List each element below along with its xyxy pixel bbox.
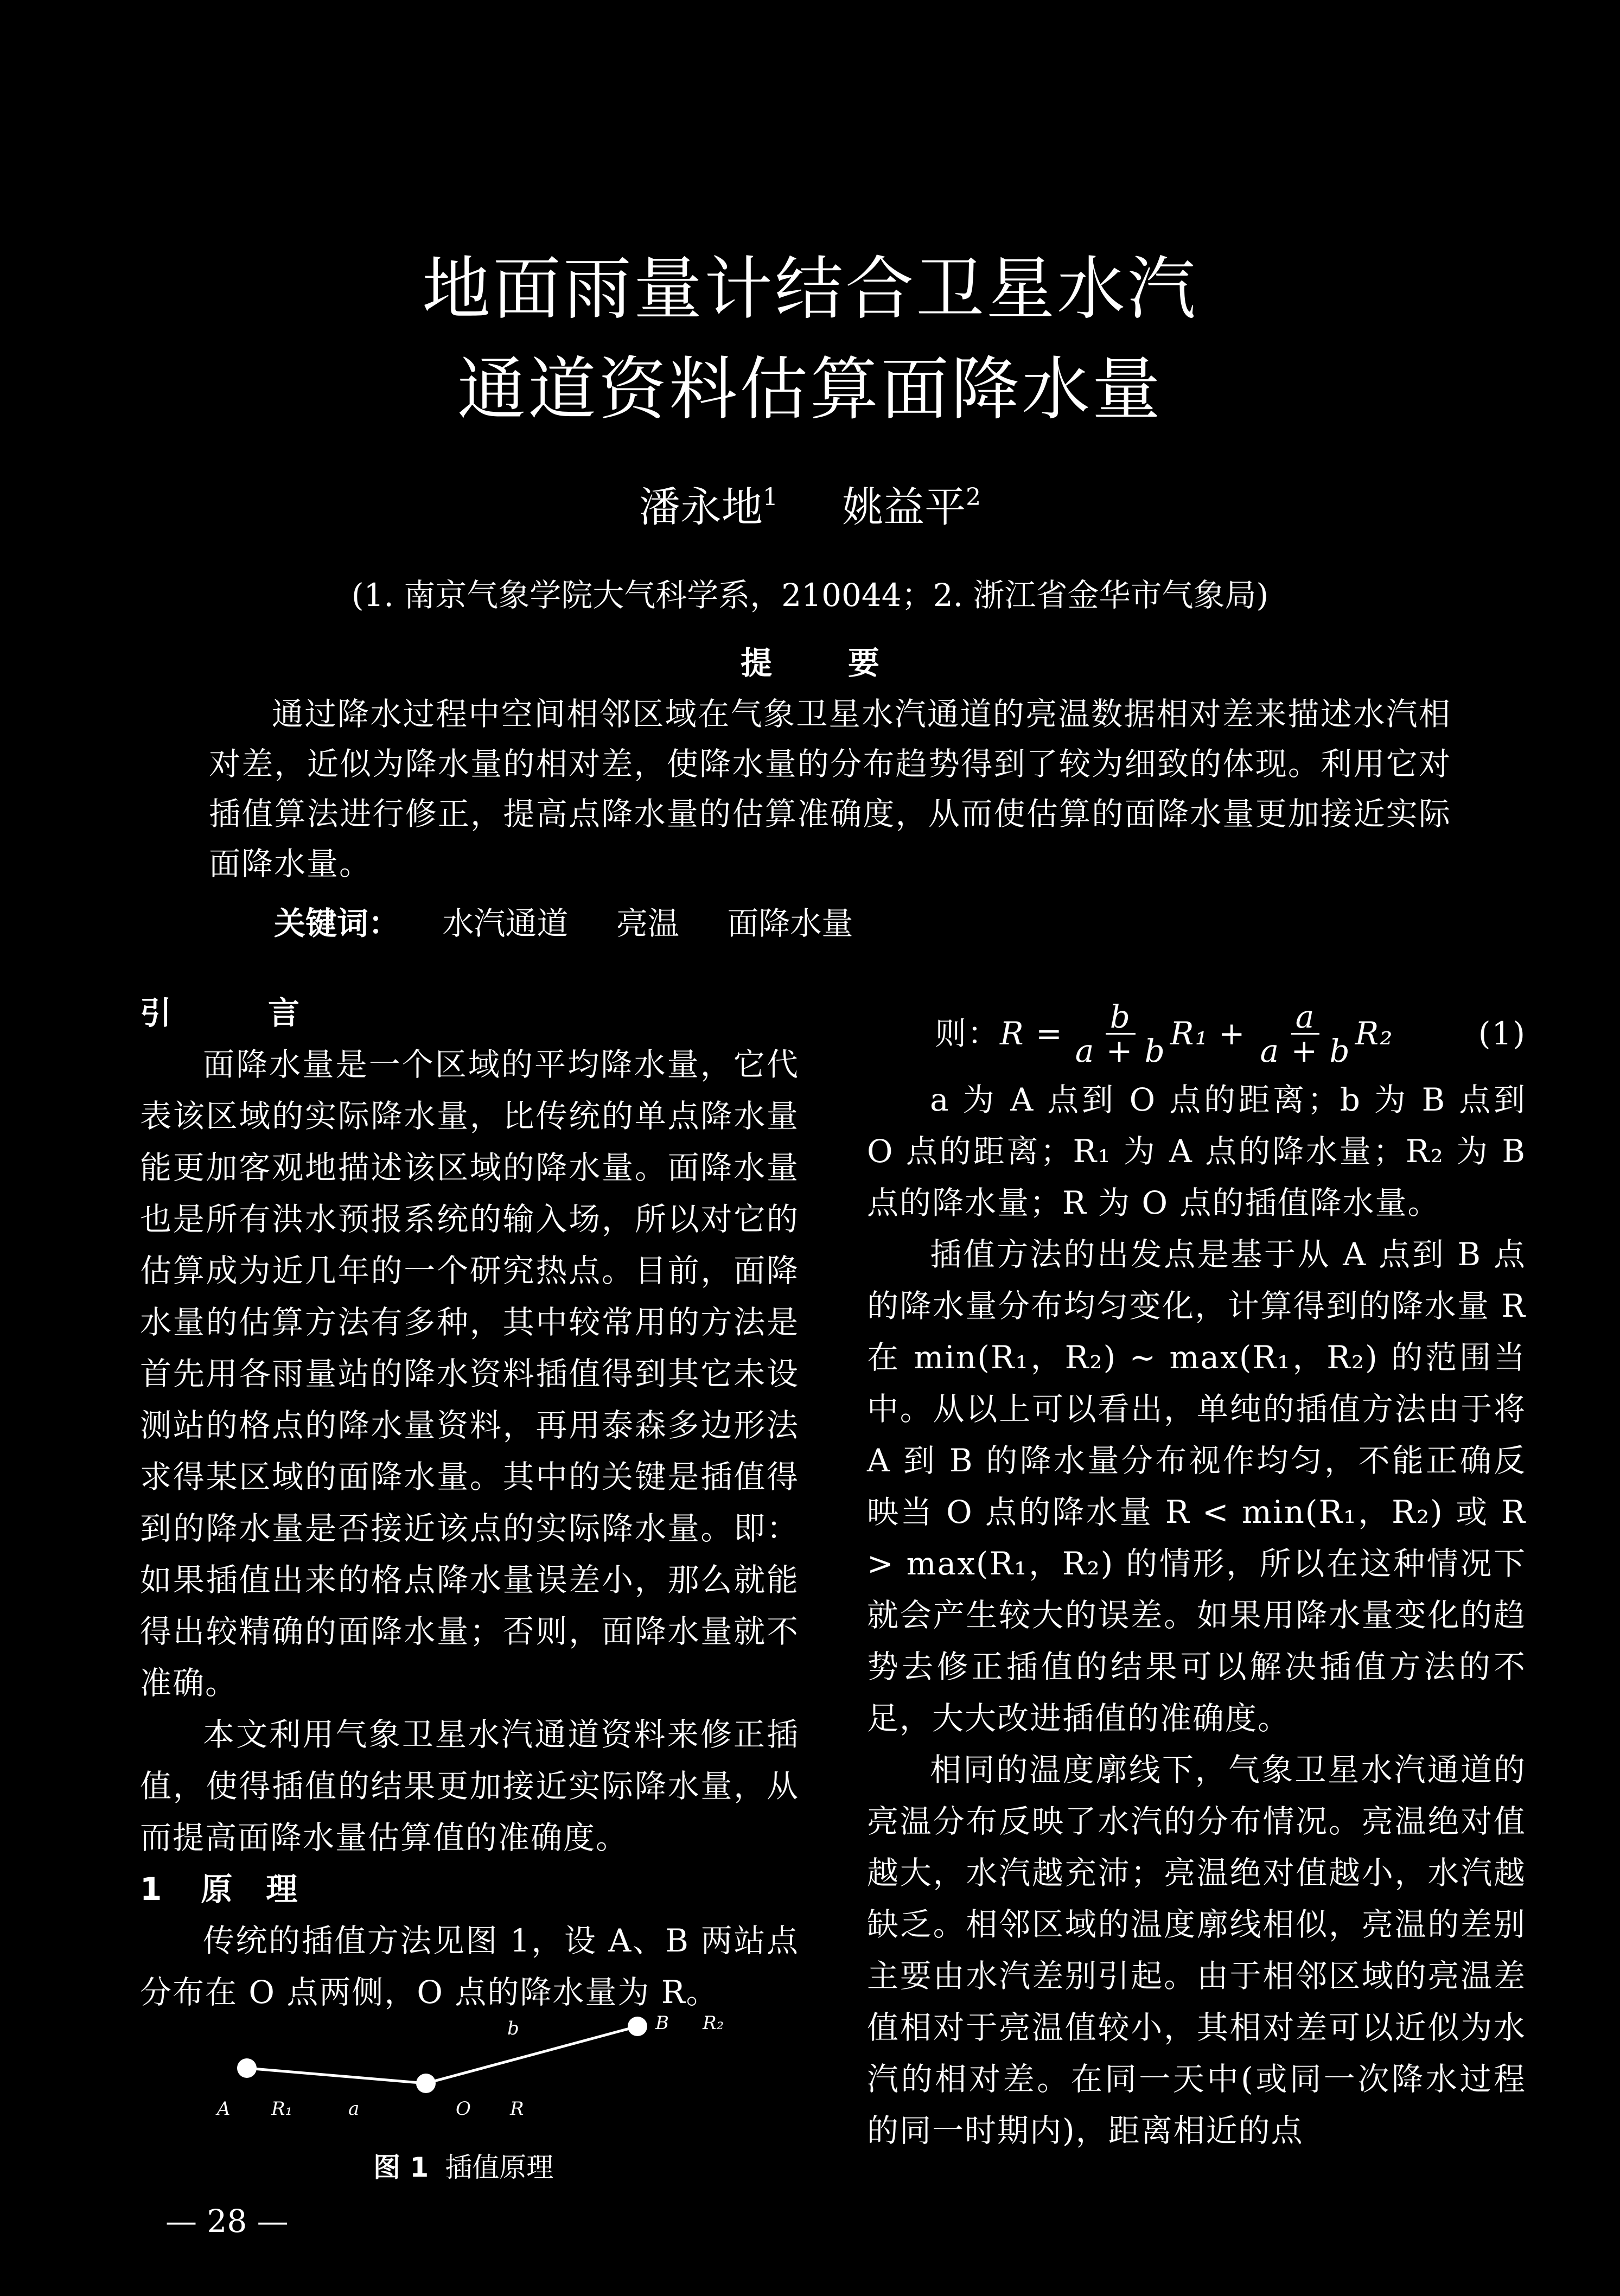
keywords-label: 关键词： [274,905,400,942]
figure-caption-label: 图 1 [373,2152,429,2183]
right-paragraph-1: a 为 A 点到 O 点的距离；b 为 B 点到 O 点的距离；R₁ 为 A 点的降水量；R₂ 为 B 点的降水量；R 为 O 点的插值降水量。 [867,1081,1526,1221]
section-1-heading [140,1864,799,1915]
segment-a [247,2068,426,2083]
title-line-2: 通道资料估算面降水量 [457,349,1163,429]
author-1: 潘永地 [639,483,763,531]
authors [0,477,1620,537]
title-line-1: 地面雨量计结合卫星水汽 [422,249,1198,329]
point-o-marker [416,2074,436,2093]
fraction-2-denominator: a + b [1260,1032,1351,1069]
label-a: a [348,2098,360,2120]
fraction-2 [1260,1000,1350,1067]
intro-paragraph-2: 本文利用气象卫星水汽通道资料来修正插值，使得插值的结果更加接近实际降水量，从而提高面降水量估算值的准确度。 [140,1716,799,1856]
fraction-1 [1075,1000,1166,1067]
section-1-number: 1 [140,1871,163,1908]
label-A: A [217,2098,231,2120]
intro-heading: 引 言 [140,994,333,1031]
section-1-title: 原 理 [201,1871,299,1908]
keyword: 面降水量 [727,905,853,942]
author-2-affil: 2 [966,483,981,511]
page-number: — 28 — [165,2203,289,2240]
abstract [209,689,1451,889]
formula-lead: 则： [935,1015,1000,1052]
label-R: R [510,2098,524,2120]
label-R1: R₁ [271,2098,293,2120]
figure-1-diagram [206,2007,749,2148]
paper-title [0,239,1620,439]
label-B: B [655,2012,669,2034]
label-b: b [507,2018,519,2039]
figure-1-caption [373,2146,553,2185]
formula-var-r1: R₁ [1170,1015,1209,1052]
fraction-2-numerator: a [1291,1000,1320,1035]
formula-lhs: R = [1000,1015,1063,1052]
right-paragraph-2: 插值方法的出发点是基于从 A 点到 B 点的降水量分布均匀变化，计算得到的降水量 R 在 min(R₁，R₂) ~ max(R₁，R₂) 的范围当中。从以上可以看出，单纯的插值方法由于将 A 到 B 的降水量分布视作均匀，不能正确反映当 O 点的降水量 R < min(R₁，R₂) 或 R > max(R₁，R₂) 的情形，所以在这种情况下就会产生较大的误差。如果用降水量变化的趋势去修正插值的结果可以解决插值方法的不足，大大改进插值的准确度。 [867,1236,1526,1737]
section-1-paragraph-1: 传统的插值方法见图 1，设 A、B 两站点分布在 O 点两侧，O 点的降水量为 R。 [140,1922,799,2011]
point-b-marker [628,2017,647,2036]
segment-b [426,2026,637,2083]
right-paragraph-3: 相同的温度廓线下，气象卫星水汽通道的亮温分布反映了水汽的分布情况。亮温绝对值越大，水汽越充沛；亮温绝对值越小，水汽越缺乏。相邻区域的温度廓线相似，亮温的差别主要由水汽差别引起。由于相邻区域的亮温差值相对于亮温值较小，其相对差可以近似为水汽的相对差。在同一天中(或同一次降水过程的同一时期内)，距离相近的点 [867,1751,1526,2149]
right-column [867,993,1526,2157]
label-R2: R₂ [703,2012,724,2034]
formula-var-r2: R₂ [1355,1015,1394,1052]
intro-paragraph-1: 面降水量是一个区域的平均降水量，它代表该区域的实际降水量，比传统的单点降水量能更加客观地描述该区域的降水量。面降水量也是所有洪水预报系统的输入场，所以对它的估算成为近几年的一个研究热点。目前，面降水量的估算方法有多种，其中较常用的方法是首先用各雨量站的降水资料插值得到其它未设测站的格点的降水量资料，再用泰森多边形法求得某区域的面降水量。其中的关键是插值得到的降水量是否接近该点的实际降水量。即：如果插值出来的格点降水量误差小，那么就能得出较精确的面降水量；否则，面降水量就不准确。 [140,1046,799,1701]
left-column [140,987,799,2018]
fraction-1-numerator: b [1106,1000,1136,1035]
author-2: 姚益平 [842,483,966,531]
formula-plus: + [1218,1015,1246,1052]
keyword: 水汽通道 [442,905,569,942]
keyword: 亮温 [616,905,679,942]
affiliation: (1. 南京气象学院大气科学系，210044；2. 浙江省金华市气象局) [351,577,1269,614]
equation-number: (1) [1478,1015,1526,1052]
abstract-heading: 提要 [740,645,955,681]
label-O: O [456,2098,471,2120]
fraction-1-denominator: a + b [1075,1032,1166,1069]
keywords [274,898,891,943]
point-a-marker [237,2058,257,2078]
abstract-text: 通过降水过程中空间相邻区域在气象卫星水汽通道的亮温数据相对差来描述水汽相对差，近似为降水量的相对差，使降水量的分布趋势得到了较为细致的体现。利用它对插值算法进行修正，提高点降水量的估算准确度，从而使估算的面降水量更加接近实际面降水量。 [209,696,1451,882]
figure-caption-text: 插值原理 [445,2152,554,2183]
equation-1 [867,993,1526,1074]
author-1-affil: 1 [762,483,778,511]
